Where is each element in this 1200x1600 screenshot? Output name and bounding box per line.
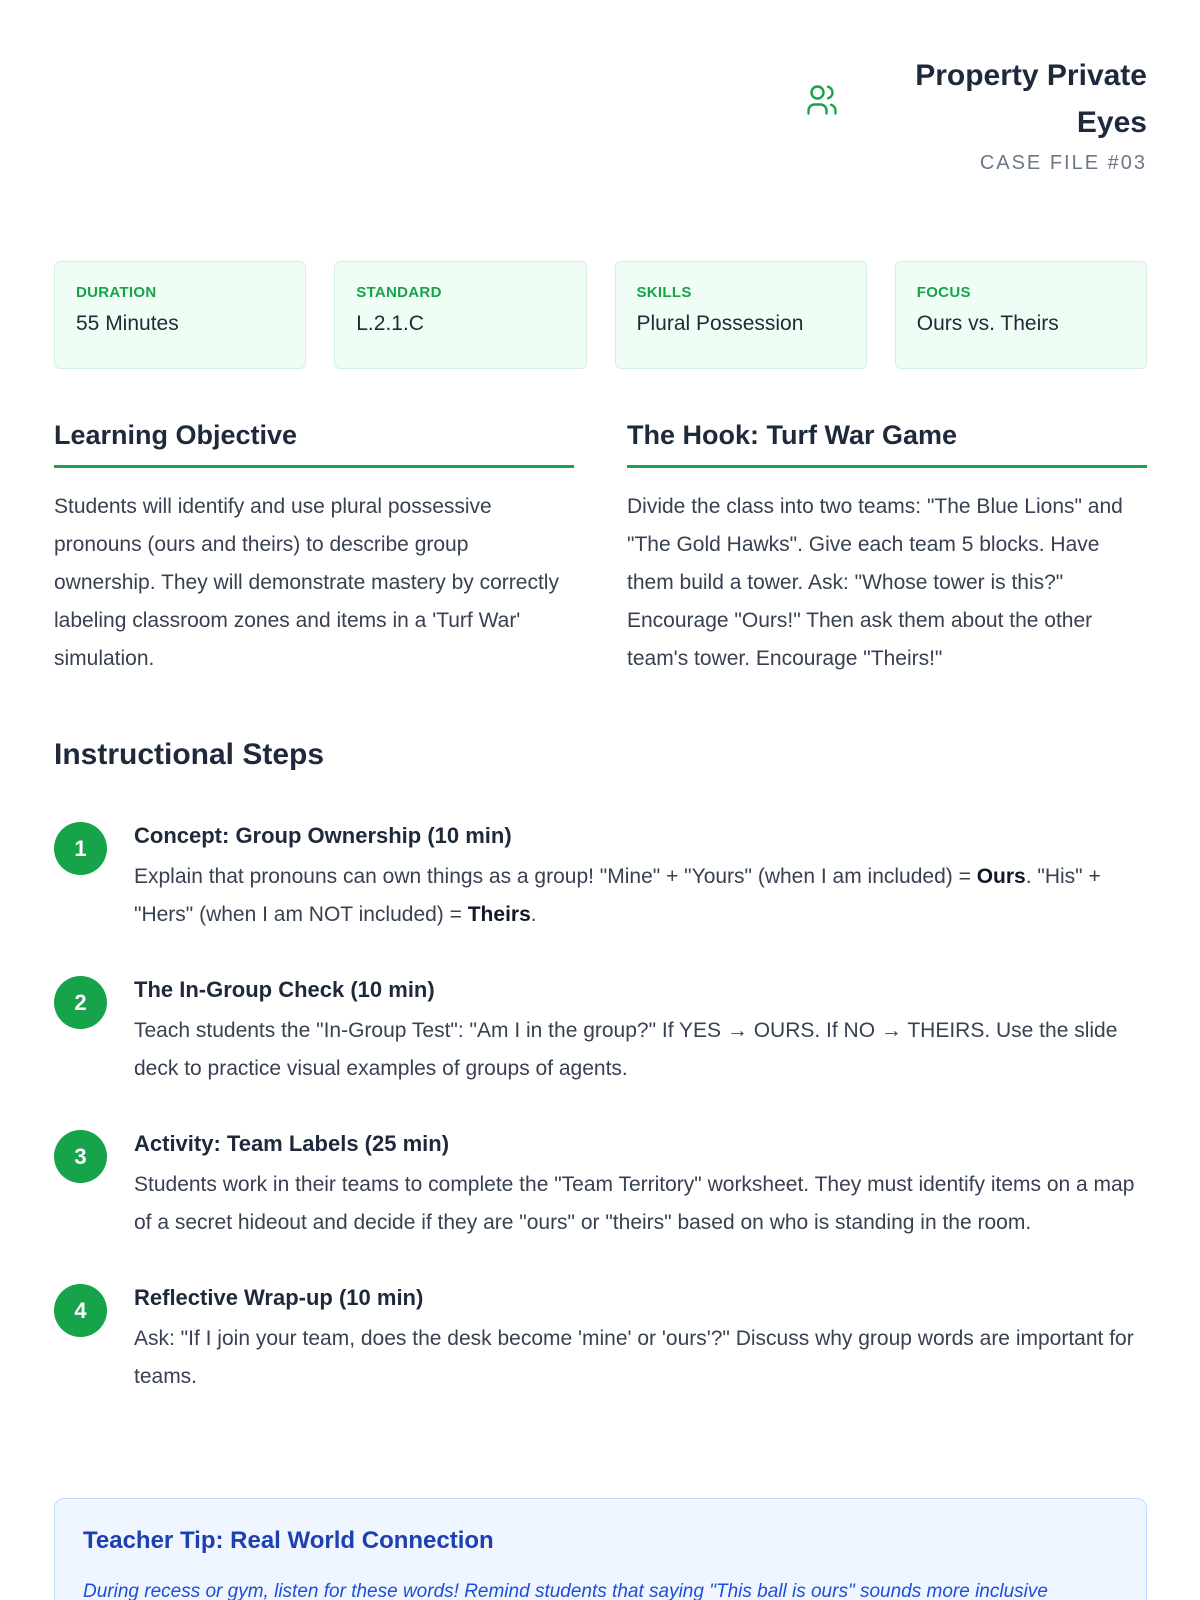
step-body <box>134 1128 1147 1242</box>
teacher-tip-title: Teacher Tip: Real World Connection <box>83 1527 494 1554</box>
step-text <box>134 858 1147 934</box>
learning-objective-heading: Learning Objective <box>54 420 574 468</box>
meta-value: 55 Minutes <box>76 312 179 335</box>
meta-card-standard <box>334 261 586 369</box>
teacher-tip-box <box>54 1498 1147 1600</box>
step-body <box>134 974 1147 1088</box>
step-text-part: . <box>530 903 537 926</box>
step-item <box>54 1282 1147 1396</box>
step-text-bold: Ours <box>976 865 1026 888</box>
learning-objective-text: Students will identify and use plural possessive pronouns (ours and theirs) to describe group ownership. They will demonstrate mastery by correctly labeling classroom zones and items in a 'Turf War' simulation. <box>54 495 559 670</box>
step-number-badge: 1 <box>54 822 107 875</box>
step-text-bold: Theirs <box>467 903 531 926</box>
step-body <box>134 1282 1147 1396</box>
instructional-steps-heading: Instructional Steps <box>54 738 325 771</box>
header <box>54 52 1147 192</box>
meta-label: STANDARD <box>356 284 442 301</box>
step-number-badge: 4 <box>54 1284 107 1337</box>
page-title-line2: Eyes <box>1076 106 1147 139</box>
meta-value: Ours vs. Theirs <box>916 312 1059 335</box>
step-item <box>54 1128 1147 1242</box>
step-number-badge: 2 <box>54 976 107 1029</box>
hook-text: Divide the class into two teams: "The Blue Lions" and "The Gold Hawks". Give each team 5 blocks. Have them build a tower. Ask: "Whose tower is this?" Encourage "Ours!" Then ask them about the other team's tower. Encourage "Theirs!" <box>627 495 1123 670</box>
step-text-part: Explain that pronouns can own things as a group! "Mine" + "Yours" (when I am included) = <box>134 865 977 888</box>
teacher-tip-text: During recess or gym, listen for these words! Remind students that saying "This ball is ours" sounds more inclusive <box>83 1581 1048 1600</box>
page-title-line1: Property Private <box>915 59 1147 92</box>
meta-card-duration <box>54 261 306 369</box>
step-title: Concept: Group Ownership (10 min) <box>134 823 512 848</box>
instructional-steps-list <box>54 820 1147 1436</box>
step-title: Activity: Team Labels (25 min) <box>134 1131 450 1156</box>
meta-label: DURATION <box>76 284 157 301</box>
step-title: The In-Group Check (10 min) <box>134 977 435 1002</box>
meta-card-focus <box>895 261 1147 369</box>
hook-heading: The Hook: Turf War Game <box>627 420 1147 468</box>
step-text: Teach students the "In-Group Test": "Am I in the group?" If YES → OURS. If NO → THEIRS. Use the slide deck to practice visual examples of groups of agents. <box>134 1019 1118 1080</box>
step-number-badge: 3 <box>54 1130 107 1183</box>
step-title: Reflective Wrap-up (10 min) <box>134 1285 424 1310</box>
meta-cards <box>54 261 1147 369</box>
title-block <box>897 52 1147 175</box>
meta-label: SKILLS <box>636 284 692 301</box>
users-icon <box>804 82 840 118</box>
step-text: Students work in their teams to complete the "Team Territory" worksheet. They must identify items on a map of a secret hideout and decide if they are "ours" or "theirs" based on who is standing in the room. <box>134 1173 1135 1234</box>
hook-section <box>627 420 1147 678</box>
meta-value: Plural Possession <box>636 312 804 335</box>
step-item <box>54 820 1147 934</box>
meta-label: FOCUS <box>916 284 971 301</box>
learning-objective-section <box>54 420 574 678</box>
meta-card-skills <box>615 261 867 369</box>
step-text-part: . "His" + "Hers" (when I am NOT included) = <box>134 865 1101 926</box>
page-title <box>897 52 1147 146</box>
step-item <box>54 974 1147 1088</box>
step-text: Ask: "If I join your team, does the desk become 'mine' or 'ours'?" Discuss why group words are important for teams. <box>134 1327 1134 1388</box>
case-file-label: CASE FILE #03 <box>979 152 1147 174</box>
step-body <box>134 820 1147 934</box>
meta-value: L.2.1.C <box>356 312 424 335</box>
